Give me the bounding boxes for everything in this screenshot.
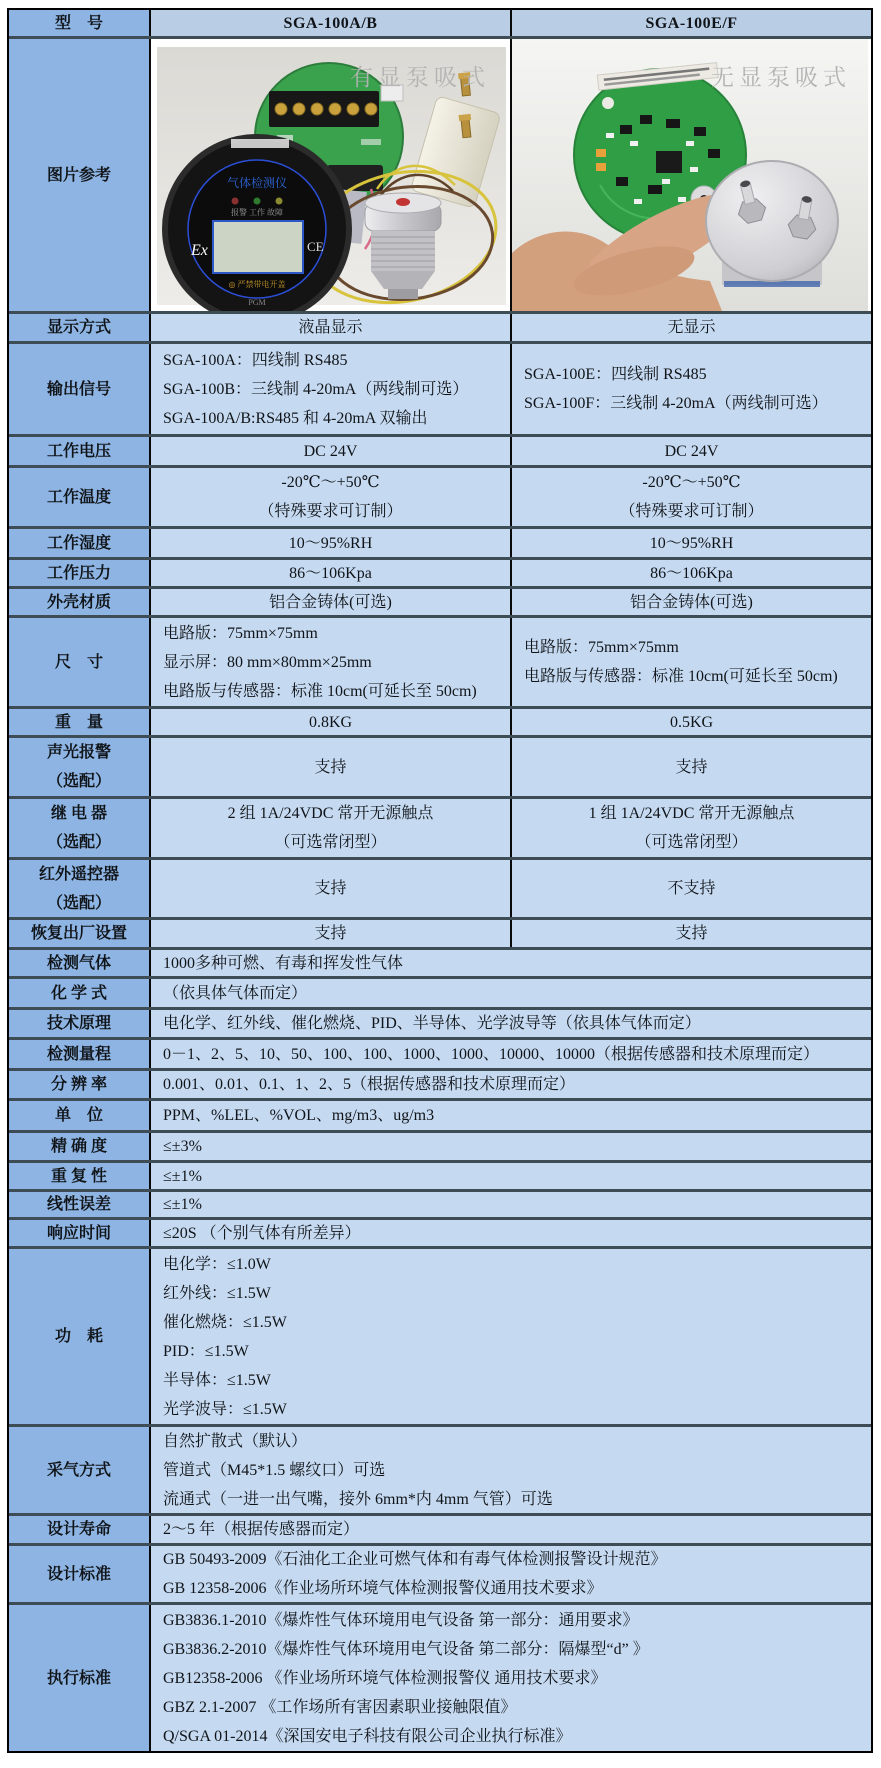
- label-text: 继 电 器: [50, 805, 107, 822]
- value-right: [512, 437, 871, 465]
- value-left: [151, 618, 512, 706]
- row-label-photos: [9, 39, 151, 311]
- row-audible-visual-alarm: [9, 735, 871, 796]
- svg-text:◎ 严禁带电开盖: ◎ 严禁带电开盖: [228, 280, 286, 289]
- cell-line: SGA-100E：四线制 RS485: [524, 366, 707, 383]
- row-label: [9, 1427, 151, 1513]
- label-text: 执行标准: [46, 1669, 111, 1687]
- label-text: （选配）: [46, 834, 111, 851]
- row-label: [9, 1040, 151, 1068]
- cell-line: ≤20S （个别气体有所差异）: [163, 1224, 361, 1242]
- cell-line: ≤±3%: [163, 1138, 202, 1155]
- label-text: 单 位: [54, 1107, 103, 1124]
- label-text: 精 确 度: [50, 1138, 107, 1155]
- label-text: 工作温度: [46, 488, 111, 506]
- watermark-left: 有显泵吸式: [350, 65, 490, 90]
- cell-line: GB 50493-2009《石油化工企业可燃气体和有毒气体检测报警设计规范》: [163, 1551, 667, 1568]
- row-model: [9, 10, 871, 36]
- row-resolution: [9, 1068, 871, 1098]
- model-left-text: SGA-100A/B: [283, 14, 378, 32]
- row-label: [9, 618, 151, 706]
- row-label: [9, 344, 151, 434]
- detector-head: [164, 136, 350, 311]
- value-right: [512, 920, 871, 947]
- value-span: [151, 1516, 871, 1543]
- row-label: [9, 1163, 151, 1189]
- label-text: 重 量: [54, 713, 103, 731]
- row-label: [9, 1101, 151, 1130]
- cell-line: （依具体气体而定）: [163, 984, 308, 1002]
- cell-line: 0.8KG: [308, 713, 353, 731]
- svg-text:气体检测仪: 气体检测仪: [226, 176, 288, 190]
- row-weight: [9, 706, 871, 735]
- cell-line: 光学波导：≤1.5W: [163, 1400, 287, 1418]
- value-right: [512, 589, 871, 615]
- row-label: [9, 1546, 151, 1602]
- label-text: 采气方式: [46, 1461, 111, 1479]
- value-span: [151, 1101, 871, 1130]
- value-left: [151, 799, 512, 857]
- cell-line: GB3836.2-2010《爆炸性气体环境用电气设备 第二部分：隔爆型“d” 》: [163, 1640, 649, 1658]
- watermark-right: 无显泵吸式: [711, 65, 851, 90]
- cell-line: 电路版：75mm×75mm: [163, 624, 318, 642]
- value-span: [151, 1010, 871, 1037]
- header-model-right: [512, 10, 871, 36]
- row-label: [9, 1192, 151, 1217]
- cell-line: 支持: [314, 925, 347, 942]
- cell-line: 1000多种可燃、有毒和挥发性气体: [163, 954, 404, 972]
- cell-line: PPM、%LEL、%VOL、mg/m3、ug/m3: [163, 1107, 435, 1124]
- label-text: 工作电压: [46, 442, 111, 460]
- row-sampling-method: [9, 1424, 871, 1513]
- value-span: [151, 950, 871, 976]
- cell-line: 无显示: [667, 319, 716, 336]
- label-text: 设计标准: [46, 1565, 111, 1583]
- cell-line: DC 24V: [303, 442, 358, 460]
- row-label: [9, 799, 151, 857]
- value-left: [151, 314, 512, 341]
- row-label: [9, 950, 151, 976]
- cell-line: 支持: [675, 758, 708, 776]
- row-shell-material: [9, 586, 871, 615]
- value-left: [151, 529, 512, 557]
- label-text: 技术原理: [46, 1015, 111, 1032]
- row-detection-range: [9, 1037, 871, 1068]
- cell-line: 催化燃烧：≤1.5W: [163, 1313, 287, 1331]
- cell-line: 支持: [314, 758, 347, 776]
- value-left: [151, 920, 512, 947]
- row-working-humidity: [9, 526, 871, 557]
- value-left: [151, 344, 512, 434]
- cell-line: 86～106Kpa: [650, 564, 733, 582]
- label-text: 图片参考: [46, 166, 111, 184]
- label-text: 检测气体: [46, 954, 111, 972]
- cell-line: 电路版：75mm×75mm: [524, 639, 679, 656]
- row-design-life: [9, 1513, 871, 1543]
- row-infrared-remote: [9, 857, 871, 917]
- cell-line: -20℃～+50℃: [642, 474, 741, 491]
- cell-line: 液晶显示: [298, 319, 363, 336]
- cell-line: -20℃～+50℃: [281, 474, 380, 491]
- label-text: 输出信号: [46, 380, 111, 398]
- value-span: [151, 1605, 871, 1751]
- cell-line: 不支持: [667, 880, 716, 897]
- value-span: [151, 1163, 871, 1189]
- cell-line: DC 24V: [664, 442, 719, 460]
- value-right: [512, 468, 871, 526]
- row-label: [9, 738, 151, 796]
- cell-line: SGA-100A/B:RS485 和 4-20mA 双输出: [163, 409, 428, 427]
- row-label: [9, 437, 151, 465]
- value-right: [512, 344, 871, 434]
- value-span: [151, 1071, 871, 1098]
- label-text: 型 号: [54, 14, 103, 32]
- cell-line: SGA-100F：三线制 4-20mA（两线制可选）: [524, 395, 828, 412]
- cell-line: SGA-100A：四线制 RS485: [163, 351, 348, 369]
- label-text: 重 复 性: [50, 1167, 107, 1185]
- cell-line: 铝合金铸体(可选): [630, 593, 753, 611]
- label-text: 恢复出厂设置: [30, 925, 127, 942]
- row-relay: [9, 796, 871, 857]
- row-label: [9, 1516, 151, 1543]
- row-repeatability: [9, 1160, 871, 1189]
- value-left: [151, 738, 512, 796]
- row-label: [9, 1220, 151, 1246]
- cell-line: 0－1、2、5、10、50、100、100、1000、1000、10000、10000（根据传感器和技术原理而定）: [163, 1045, 820, 1063]
- value-left: [151, 437, 512, 465]
- row-linearity-error: [9, 1189, 871, 1217]
- cell-line: 管道式（M45*1.5 螺纹口）可选: [163, 1461, 386, 1479]
- product-photo-right: [512, 39, 871, 311]
- cell-line: 支持: [314, 880, 347, 897]
- row-label: [9, 468, 151, 526]
- row-accuracy: [9, 1130, 871, 1160]
- row-label: [9, 1605, 151, 1751]
- value-right: [512, 618, 871, 706]
- value-span: [151, 1192, 871, 1217]
- cell-line: 0.001、0.01、0.1、1、2、5（根据传感器和技术原理而定）: [163, 1076, 576, 1093]
- row-label: [9, 1249, 151, 1424]
- cell-line: 86～106Kpa: [289, 564, 372, 582]
- row-label: [9, 920, 151, 947]
- cell-line: 电路版与传感器：标准 10cm(可延长至 50cm): [163, 682, 477, 700]
- row-label: [9, 979, 151, 1007]
- label-text: （选配）: [46, 773, 111, 790]
- label-text: 化 学 式: [50, 984, 107, 1002]
- row-technical-principle: [9, 1007, 871, 1037]
- row-label: [9, 1010, 151, 1037]
- row-response-time: [9, 1217, 871, 1246]
- value-right: [512, 709, 871, 735]
- row-label: [9, 1133, 151, 1160]
- label-text: 显示方式: [46, 319, 111, 336]
- cell-line: Q/SGA 01-2014《深国安电子科技有限公司企业执行标准》: [163, 1727, 572, 1745]
- row-label: [9, 860, 151, 917]
- label-text: 工作压力: [46, 564, 111, 582]
- row-dimensions: [9, 615, 871, 706]
- label-text: 检测量程: [46, 1045, 111, 1063]
- cell-line: 0.5KG: [669, 713, 714, 731]
- cell-line: （可选常闭型）: [635, 834, 748, 851]
- label-text: （选配）: [46, 894, 111, 912]
- label-text: 声光报警: [46, 744, 111, 761]
- value-left: [151, 709, 512, 735]
- cell-line: PID：≤1.5W: [163, 1342, 249, 1360]
- cell-line: 显示屏：80 mm×80mm×25mm: [163, 653, 372, 671]
- row-working-pressure: [9, 557, 871, 586]
- cell-line: SGA-100B：三线制 4-20mA（两线制可选）: [163, 380, 469, 398]
- cell-line: 自然扩散式（默认）: [163, 1432, 308, 1450]
- value-right: [512, 529, 871, 557]
- cell-line: （可选常闭型）: [274, 834, 387, 851]
- label-text: 工作湿度: [46, 534, 111, 552]
- row-photos: [9, 36, 871, 311]
- label-text: 分 辨 率: [50, 1076, 107, 1093]
- cell-line: 2～5 年（根据传感器而定）: [163, 1521, 360, 1538]
- row-power-consumption: [9, 1246, 871, 1424]
- row-detected-gases: [9, 947, 871, 976]
- row-factory-reset: [9, 917, 871, 947]
- label-text: 线性误差: [46, 1196, 111, 1213]
- cell-line: 支持: [675, 925, 708, 942]
- value-left: [151, 468, 512, 526]
- value-left: [151, 860, 512, 917]
- row-label: [9, 529, 151, 557]
- label-text: 功 耗: [54, 1328, 103, 1345]
- header-model-left: [151, 10, 512, 36]
- value-right: [512, 799, 871, 857]
- value-right: [512, 860, 871, 917]
- value-right: [512, 560, 871, 586]
- label-text: 响应时间: [46, 1224, 111, 1242]
- cell-line: 10～95%RH: [649, 534, 734, 552]
- cell-line: GB12358-2006 《作业场所环境气体检测报警仪 通用技术要求》: [163, 1669, 607, 1687]
- row-label: [9, 560, 151, 586]
- cell-line: GBZ 2.1-2007 《工作场所有害因素职业接触限值》: [163, 1698, 517, 1716]
- value-right: [512, 314, 871, 341]
- product-photo-left: [151, 39, 512, 311]
- cell-line: （特殊要求可订制）: [258, 503, 403, 520]
- row-working-temperature: [9, 465, 871, 526]
- sensor-cylinder: [706, 161, 838, 287]
- row-chemical-formula: [9, 976, 871, 1007]
- cell-line: 2 组 1A/24VDC 常开无源触点: [227, 805, 434, 822]
- row-working-voltage: [9, 434, 871, 465]
- label-text: 外壳材质: [46, 593, 111, 611]
- value-span: [151, 1220, 871, 1246]
- row-units: [9, 1098, 871, 1130]
- row-display-mode: [9, 311, 871, 341]
- svg-text:Ex: Ex: [191, 242, 208, 259]
- cell-line: 电化学：≤1.0W: [163, 1255, 271, 1273]
- cell-line: 电化学、红外线、催化燃烧、PID、半导体、光学波导等（依具体气体而定）: [163, 1015, 701, 1032]
- value-span: [151, 1133, 871, 1160]
- row-label: [9, 589, 151, 615]
- row-label-model: [9, 10, 151, 36]
- cell-line: ≤±1%: [163, 1196, 202, 1213]
- row-label: [9, 709, 151, 735]
- cell-line: 流通式（一进一出气嘴，接外 6mm*内 4mm 气管）可选: [163, 1490, 553, 1508]
- cell-line: 半导体：≤1.5W: [163, 1371, 271, 1389]
- value-right: [512, 738, 871, 796]
- model-right-text: SGA-100E/F: [645, 14, 738, 32]
- cell-line: 红外线：≤1.5W: [163, 1284, 271, 1302]
- label-text: 红外遥控器: [38, 865, 119, 883]
- value-span: [151, 1546, 871, 1602]
- cell-line: 电路版与传感器：标准 10cm(可延长至 50cm): [524, 668, 838, 685]
- value-span: [151, 1249, 871, 1424]
- row-label: [9, 1071, 151, 1098]
- value-left: [151, 589, 512, 615]
- value-span: [151, 979, 871, 1007]
- svg-text:CE: CE: [307, 239, 324, 254]
- svg-text:PGM: PGM: [248, 298, 266, 307]
- svg-text:报警 工作 故障: 报警 工作 故障: [231, 208, 283, 217]
- row-label: [9, 314, 151, 341]
- row-output-signal: [9, 341, 871, 434]
- label-text: 设计寿命: [46, 1521, 111, 1538]
- spec-table: [7, 8, 873, 1753]
- cell-line: GB3836.1-2010《爆炸性气体环境用电气设备 第一部分：通用要求》: [163, 1611, 639, 1629]
- cell-line: 铝合金铸体(可选): [269, 593, 392, 611]
- cell-line: GB 12358-2006《作业场所环境气体检测报警仪通用技术要求》: [163, 1580, 603, 1597]
- cell-line: （特殊要求可订制）: [619, 503, 764, 520]
- cell-line: 10～95%RH: [288, 534, 373, 552]
- cell-line: ≤±1%: [163, 1167, 202, 1185]
- value-left: [151, 560, 512, 586]
- row-implementation-standards: [9, 1602, 871, 1751]
- value-span: [151, 1427, 871, 1513]
- row-design-standards: [9, 1543, 871, 1602]
- label-text: 尺 寸: [54, 653, 103, 671]
- value-span: [151, 1040, 871, 1068]
- cell-line: 1 组 1A/24VDC 常开无源触点: [588, 805, 795, 822]
